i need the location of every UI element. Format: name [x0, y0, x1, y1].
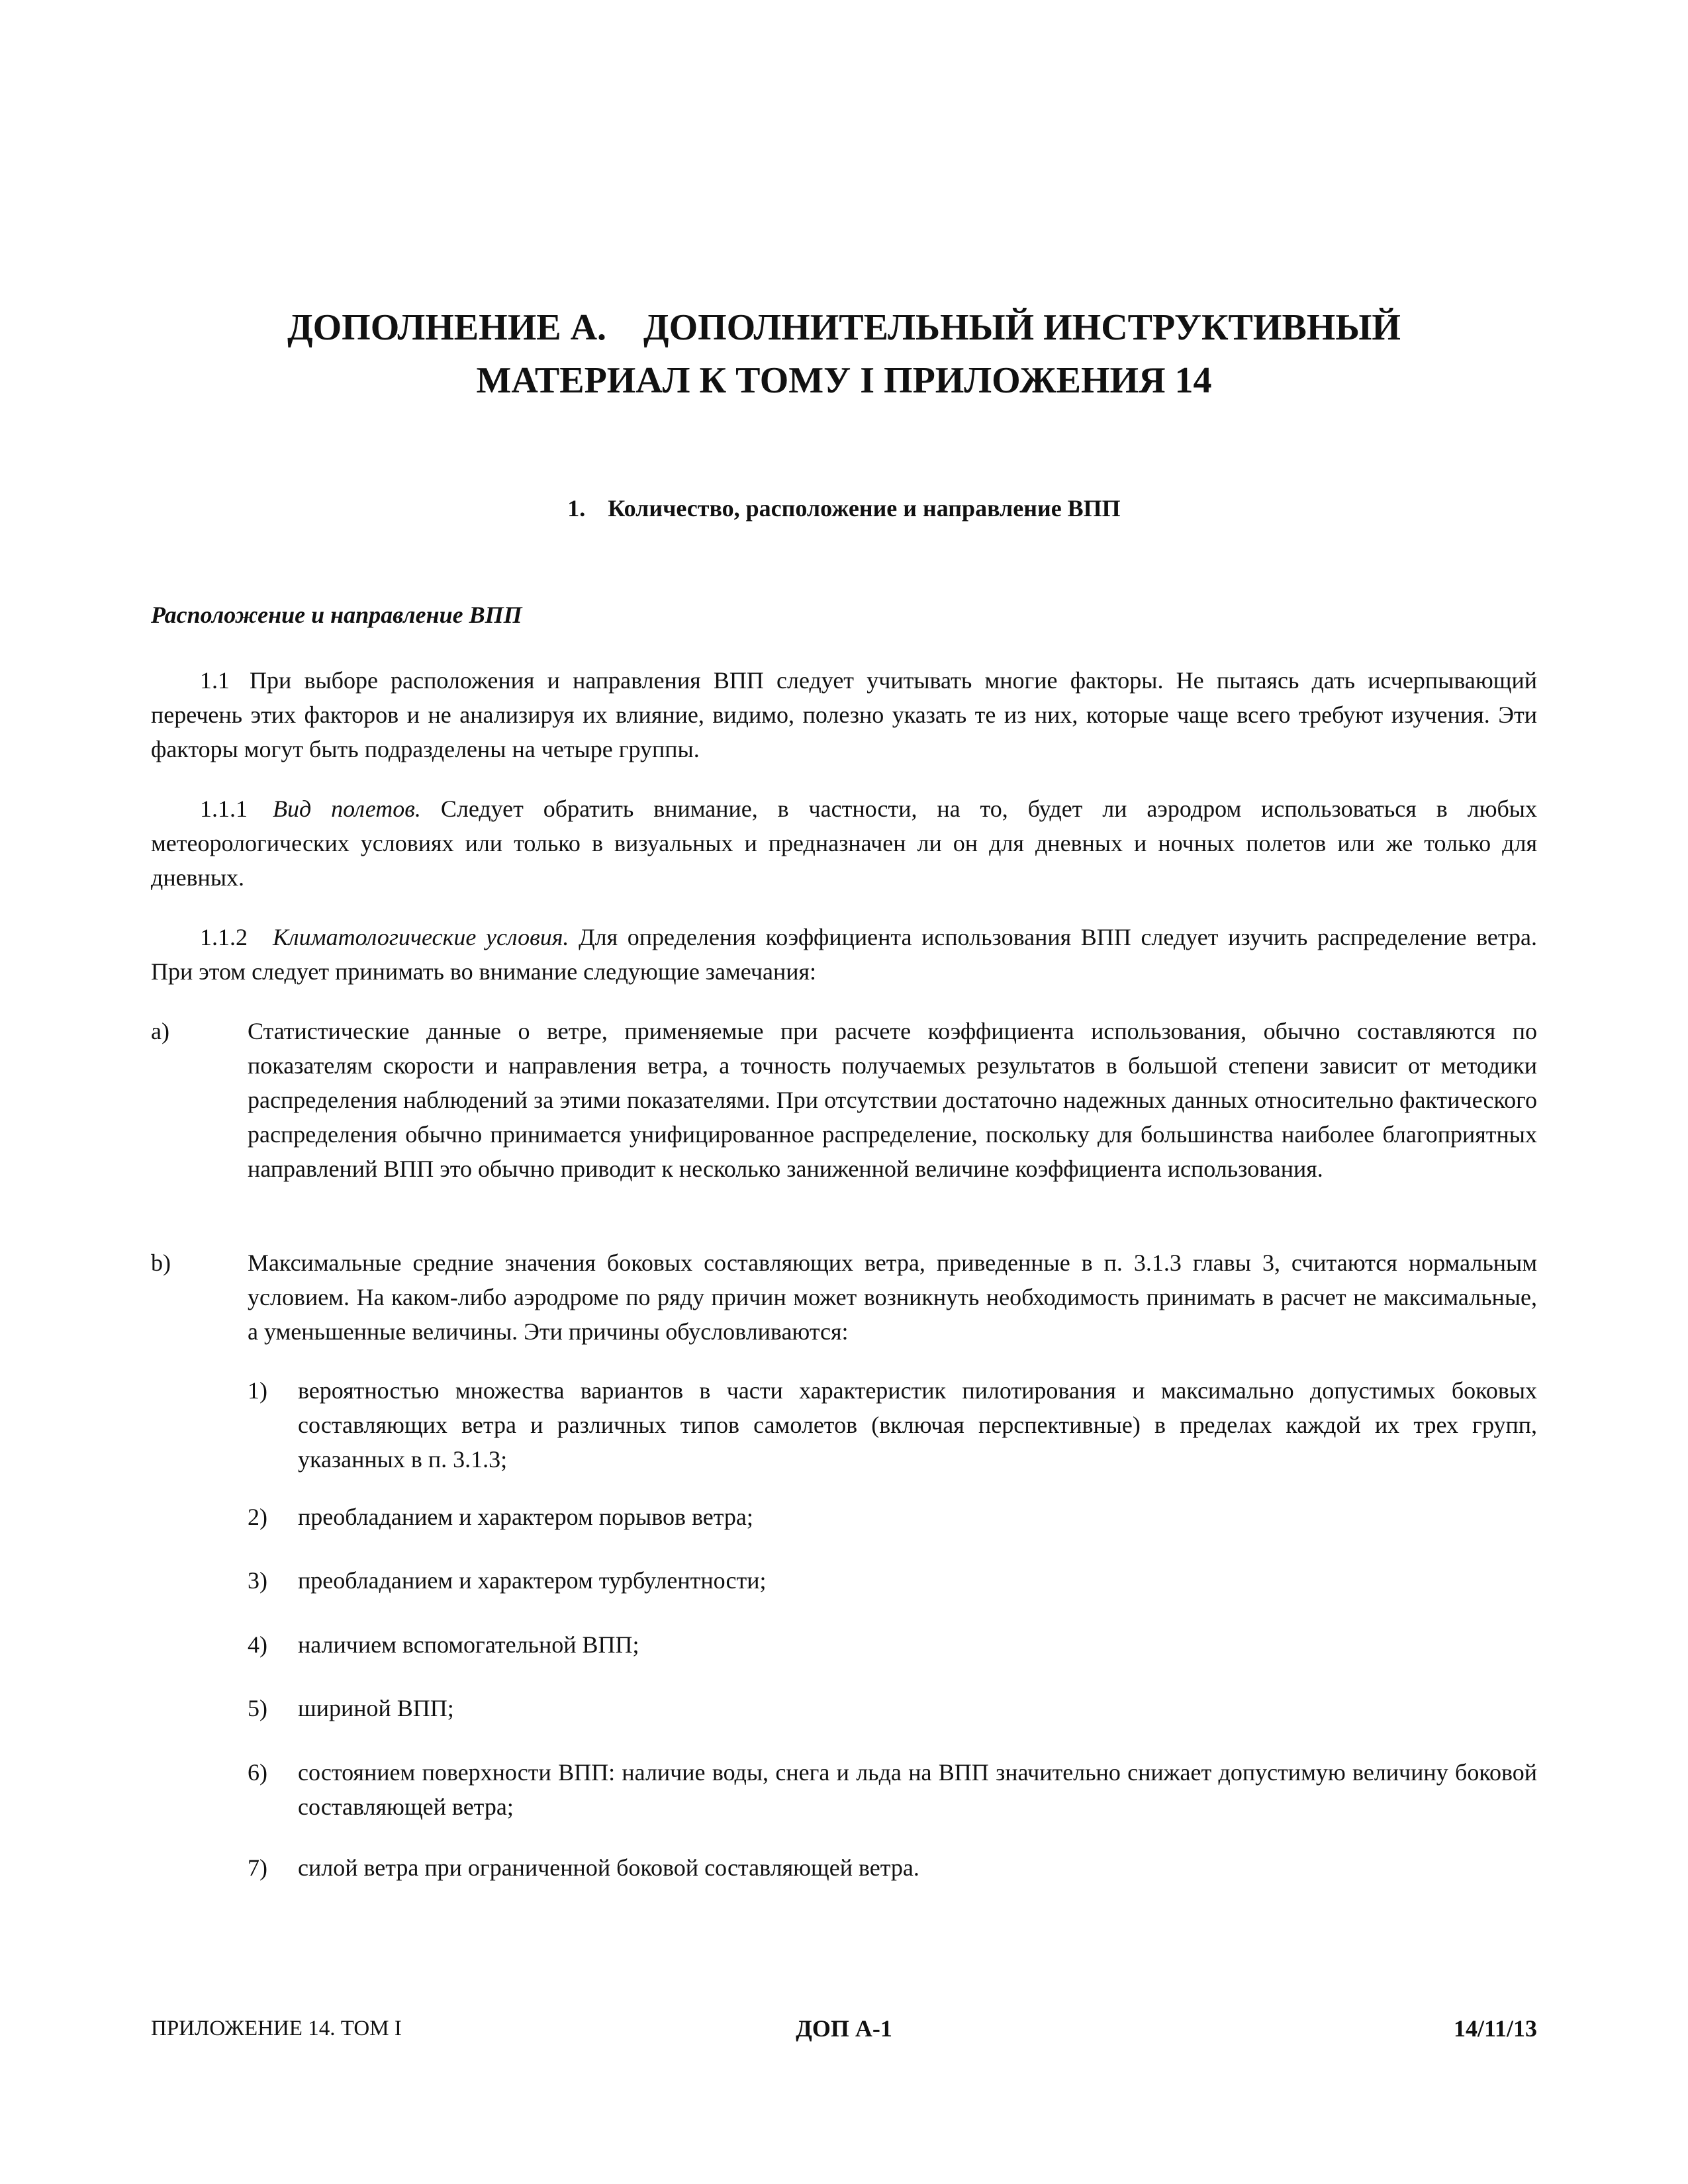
- sub-item-label: 6): [248, 1759, 267, 1786]
- sub-item-text: силой ветра при ограниченной боковой составляющей ветра.: [298, 1854, 919, 1881]
- sub-item-text: преобладанием и характером турбулентности;: [298, 1567, 767, 1594]
- sub-item-label: 4): [248, 1631, 267, 1658]
- list-item-label: b): [151, 1250, 171, 1276]
- section-number: 1.: [567, 495, 586, 522]
- paragraph-1-1-1: [151, 792, 1537, 895]
- document-title: [152, 301, 1536, 407]
- sub-item-text: преобладанием и характером порывов ветра;: [298, 1504, 753, 1530]
- sub-item-6: [248, 1755, 1537, 1824]
- sub-item-label: 5): [248, 1695, 267, 1721]
- sub-item-label: 7): [248, 1854, 267, 1881]
- list-item-text: Статистические данные о ветре, применяемые при расчете коэффициента использования, обычно составляются по показателям скорости и направления ветра, а точность получаемых результатов в большой степени зависит от методики распределения наблюдений за этими показателями. При отсутствии достаточно надежных данных относительно фактического распределения обычно принимается унифицированное распределение, поскольку для большинства наиболее благоприятных направлений ВПП это обычно приводит к несколько заниженной величине коэффициента использования.: [248, 1018, 1537, 1182]
- list-item-text: Максимальные средние значения боковых составляющих ветра, приведенные в п. 3.1.3 главы 3, считаются нормальным условием. На каком-либо аэродроме по ряду причин может возникнуть необходимость принимать в расчет не максимальные, а уменьшенные величины. Эти причины обусловливаются:: [248, 1250, 1537, 1345]
- paragraph-1-1-2: [151, 920, 1537, 989]
- footer-date: 14/11/13: [1453, 2015, 1537, 2042]
- sub-item-label: 1): [248, 1377, 267, 1404]
- sub-item-text: шириной ВПП;: [298, 1695, 454, 1721]
- title-line-1: ДОПОЛНЕНИЕ A. ДОПОЛНИТЕЛЬНЫЙ ИНСТРУКТИВНЫЙ: [287, 307, 1401, 348]
- sub-item-text: состоянием поверхности ВПП: наличие воды, снега и льда на ВПП значительно снижает допустимую величину боковой составляющей ветра;: [298, 1759, 1537, 1820]
- paragraph-text: Для определения коэффициента использования ВПП следует изучить распределение ветра. При этом следует принимать во внимание следующие замечания:: [151, 924, 1538, 985]
- paragraph-title: Вид полетов.: [273, 796, 421, 822]
- paragraph-title: Климатологические условия.: [273, 924, 569, 950]
- subheading: Расположение и направление ВПП: [151, 602, 522, 628]
- sub-item-7: [248, 1850, 1537, 1885]
- section-heading-text: Количество, расположение и направление ВПП: [608, 495, 1121, 522]
- footer-page-number: ДОП A-1: [796, 2015, 892, 2042]
- paragraph-text: При выборе расположения и направления ВПП следует учитывать многие факторы. Не пытаясь дать исчерпывающий перечень этих факторов и не анализируя их влияние, видимо, полезно указать те из них, которые чаще всего требуют изучения. Эти факторы могут быть подразделены на четыре группы.: [151, 667, 1537, 762]
- sub-item-4: [248, 1627, 1537, 1662]
- sub-item-label: 3): [248, 1567, 267, 1594]
- sub-item-2: [248, 1500, 1537, 1534]
- footer-publication: ПРИЛОЖЕНИЕ 14. ТОМ I: [151, 2017, 402, 2040]
- sub-item-label: 2): [248, 1504, 267, 1530]
- paragraph-number: 1.1.2: [200, 924, 248, 950]
- list-item-b: [151, 1246, 1537, 1349]
- list-item-label: a): [151, 1018, 169, 1044]
- title-line-2: МАТЕРИАЛ К ТОМУ I ПРИЛОЖЕНИЯ 14: [476, 360, 1212, 401]
- sub-item-3: [248, 1563, 1537, 1598]
- list-item-a: [151, 1014, 1537, 1186]
- paragraph-1-1: [151, 663, 1537, 766]
- paragraph-number: 1.1.1: [200, 796, 248, 822]
- sub-item-5: [248, 1691, 1537, 1725]
- section-heading: [152, 493, 1536, 523]
- sub-item-text: наличием вспомогательной ВПП;: [298, 1631, 639, 1658]
- sub-item-text: вероятностью множества вариантов в части характеристик пилотирования и максимально допустимых боковых составляющих ветра и различных типов самолетов (включая перспективные) в пределах каждой их трех групп, указанных в п. 3.1.3;: [298, 1377, 1537, 1473]
- sub-item-1: [248, 1373, 1537, 1477]
- paragraph-text: Следует обратить внимание, в частности, на то, будет ли аэродром использоваться в любых метеорологических условиях или только в визуальных и предназначен ли он для дневных и ночных полетов или же только для дневных.: [151, 796, 1537, 891]
- paragraph-number: 1.1: [200, 667, 230, 694]
